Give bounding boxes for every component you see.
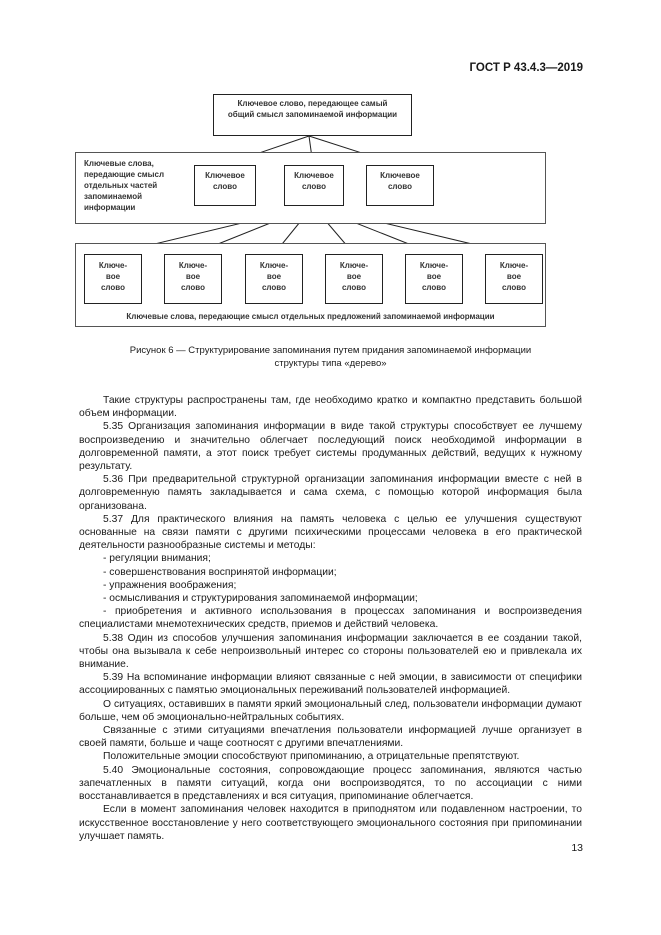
paragraph: 5.39 На вспоминание информации влияют связанные с ней эмоции, в зависимости от специфики ассоциированных с памятью эмоциональных переживаний пользователей информацией. bbox=[79, 672, 582, 697]
level2-node: Ключевое слово bbox=[366, 165, 434, 206]
paragraph: 5.38 Один из способов улучшения запоминания информации заключается в ее создании такой, чтобы она вызывала к себе непроизвольный интерес со стороны пользователей ею и привлекала их внимание. bbox=[79, 632, 582, 671]
list-item: - осмысливания и структурирования запоминаемой информации; bbox=[79, 592, 582, 605]
paragraph: Положительные эмоции способствуют припоминанию, а отрицательные препятствуют. bbox=[103, 751, 520, 763]
page-number: 13 bbox=[571, 842, 583, 854]
level2-node: Ключевое слово bbox=[194, 165, 256, 206]
root-keyword-box bbox=[213, 94, 412, 136]
paragraph: 5.37 Для практического влияния на память человека с целью ее улучшения существуют основанные на связи памяти с другими психическими процессами человека в его практической деятельности разнообразные системы и методы: bbox=[79, 513, 582, 552]
paragraph: 5.35 Организация запоминания информации в виде такой структуры способствует ее лучшему воспроизведению и значительно облегчает последующий поиск необходимой информации в долговременной памяти, а этот поиск требует системы продуманных действий, ведущих к нужному результату. bbox=[79, 421, 582, 473]
document-header: ГОСТ Р 43.4.3—2019 bbox=[469, 62, 583, 74]
body-text bbox=[79, 394, 582, 843]
paragraph: Такие структуры распространены там, где необходимо кратко и компактно представить большой объем информации. bbox=[79, 395, 582, 420]
level2-node: Ключевое слово bbox=[284, 165, 344, 206]
list-item: - приобретения и активного использования в процессах запоминания и воспроизведения специалистами мнемотехнических средств, приемов и действий человека. bbox=[79, 605, 582, 631]
level3-node: Ключе-вое слово bbox=[245, 254, 303, 304]
paragraph: Если в момент запоминания человек находится в приподнятом или подавленном настроении, то искусственное восстановление у него соответствующего эмоционального состояния при припоминании улучшает память. bbox=[79, 804, 582, 842]
list-item: - регуляции внимания; bbox=[79, 552, 582, 565]
level3-node: Ключе-вое слово bbox=[485, 254, 543, 304]
list-item: - упражнения воображения; bbox=[79, 579, 582, 592]
figure-caption bbox=[80, 344, 581, 370]
list-item: - совершенствования воспринятой информации; bbox=[79, 566, 582, 579]
level3-node: Ключе-вое слово bbox=[164, 254, 222, 304]
root-keyword-text: Ключевое слово, передающее самый общий смысл запоминаемой информации bbox=[227, 99, 398, 119]
level3-label: Ключевые слова, передающие смысл отдельных предложений запоминаемой информации bbox=[126, 312, 495, 321]
paragraph: Связанные с этими ситуациями впечатления пользователи информацией лучше организует в своей памяти, больше и чаще соотносят с другими впечатлениями. bbox=[79, 725, 582, 750]
caption-line-2: структуры типа «дерево» bbox=[274, 358, 387, 369]
level3-node: Ключе-вое слово bbox=[405, 254, 463, 304]
level2-label: Ключевые слова, передающие смысл отдельных частей запоминаемой информации bbox=[84, 159, 165, 212]
caption-line-1: Рисунок 6 — Структурирование запоминания путем придания запоминаемой информации bbox=[129, 345, 532, 356]
paragraph: О ситуациях, оставивших в памяти яркий эмоциональный след, пользователи информации думают больше, чем об эмоционально-нейтральных событиях. bbox=[79, 698, 582, 723]
paragraph: 5.36 При предварительной структурной организации запоминания информации вместе с ней в долговременную память закладывается и сама схема, с помощью которой информация была организована. bbox=[79, 474, 582, 512]
level3-node: Ключе-вое слово bbox=[325, 254, 383, 304]
level3-node: Ключе-вое слово bbox=[84, 254, 142, 304]
paragraph: 5.40 Эмоциональные состояния, сопровождающие процесс запоминания, являются частью запечатленных в памяти ситуаций, когда они воспроизводятся, то по ассоциации с ними восстанавливается в представлениях и вся ситуация, припоминание облегчается. bbox=[79, 764, 582, 803]
